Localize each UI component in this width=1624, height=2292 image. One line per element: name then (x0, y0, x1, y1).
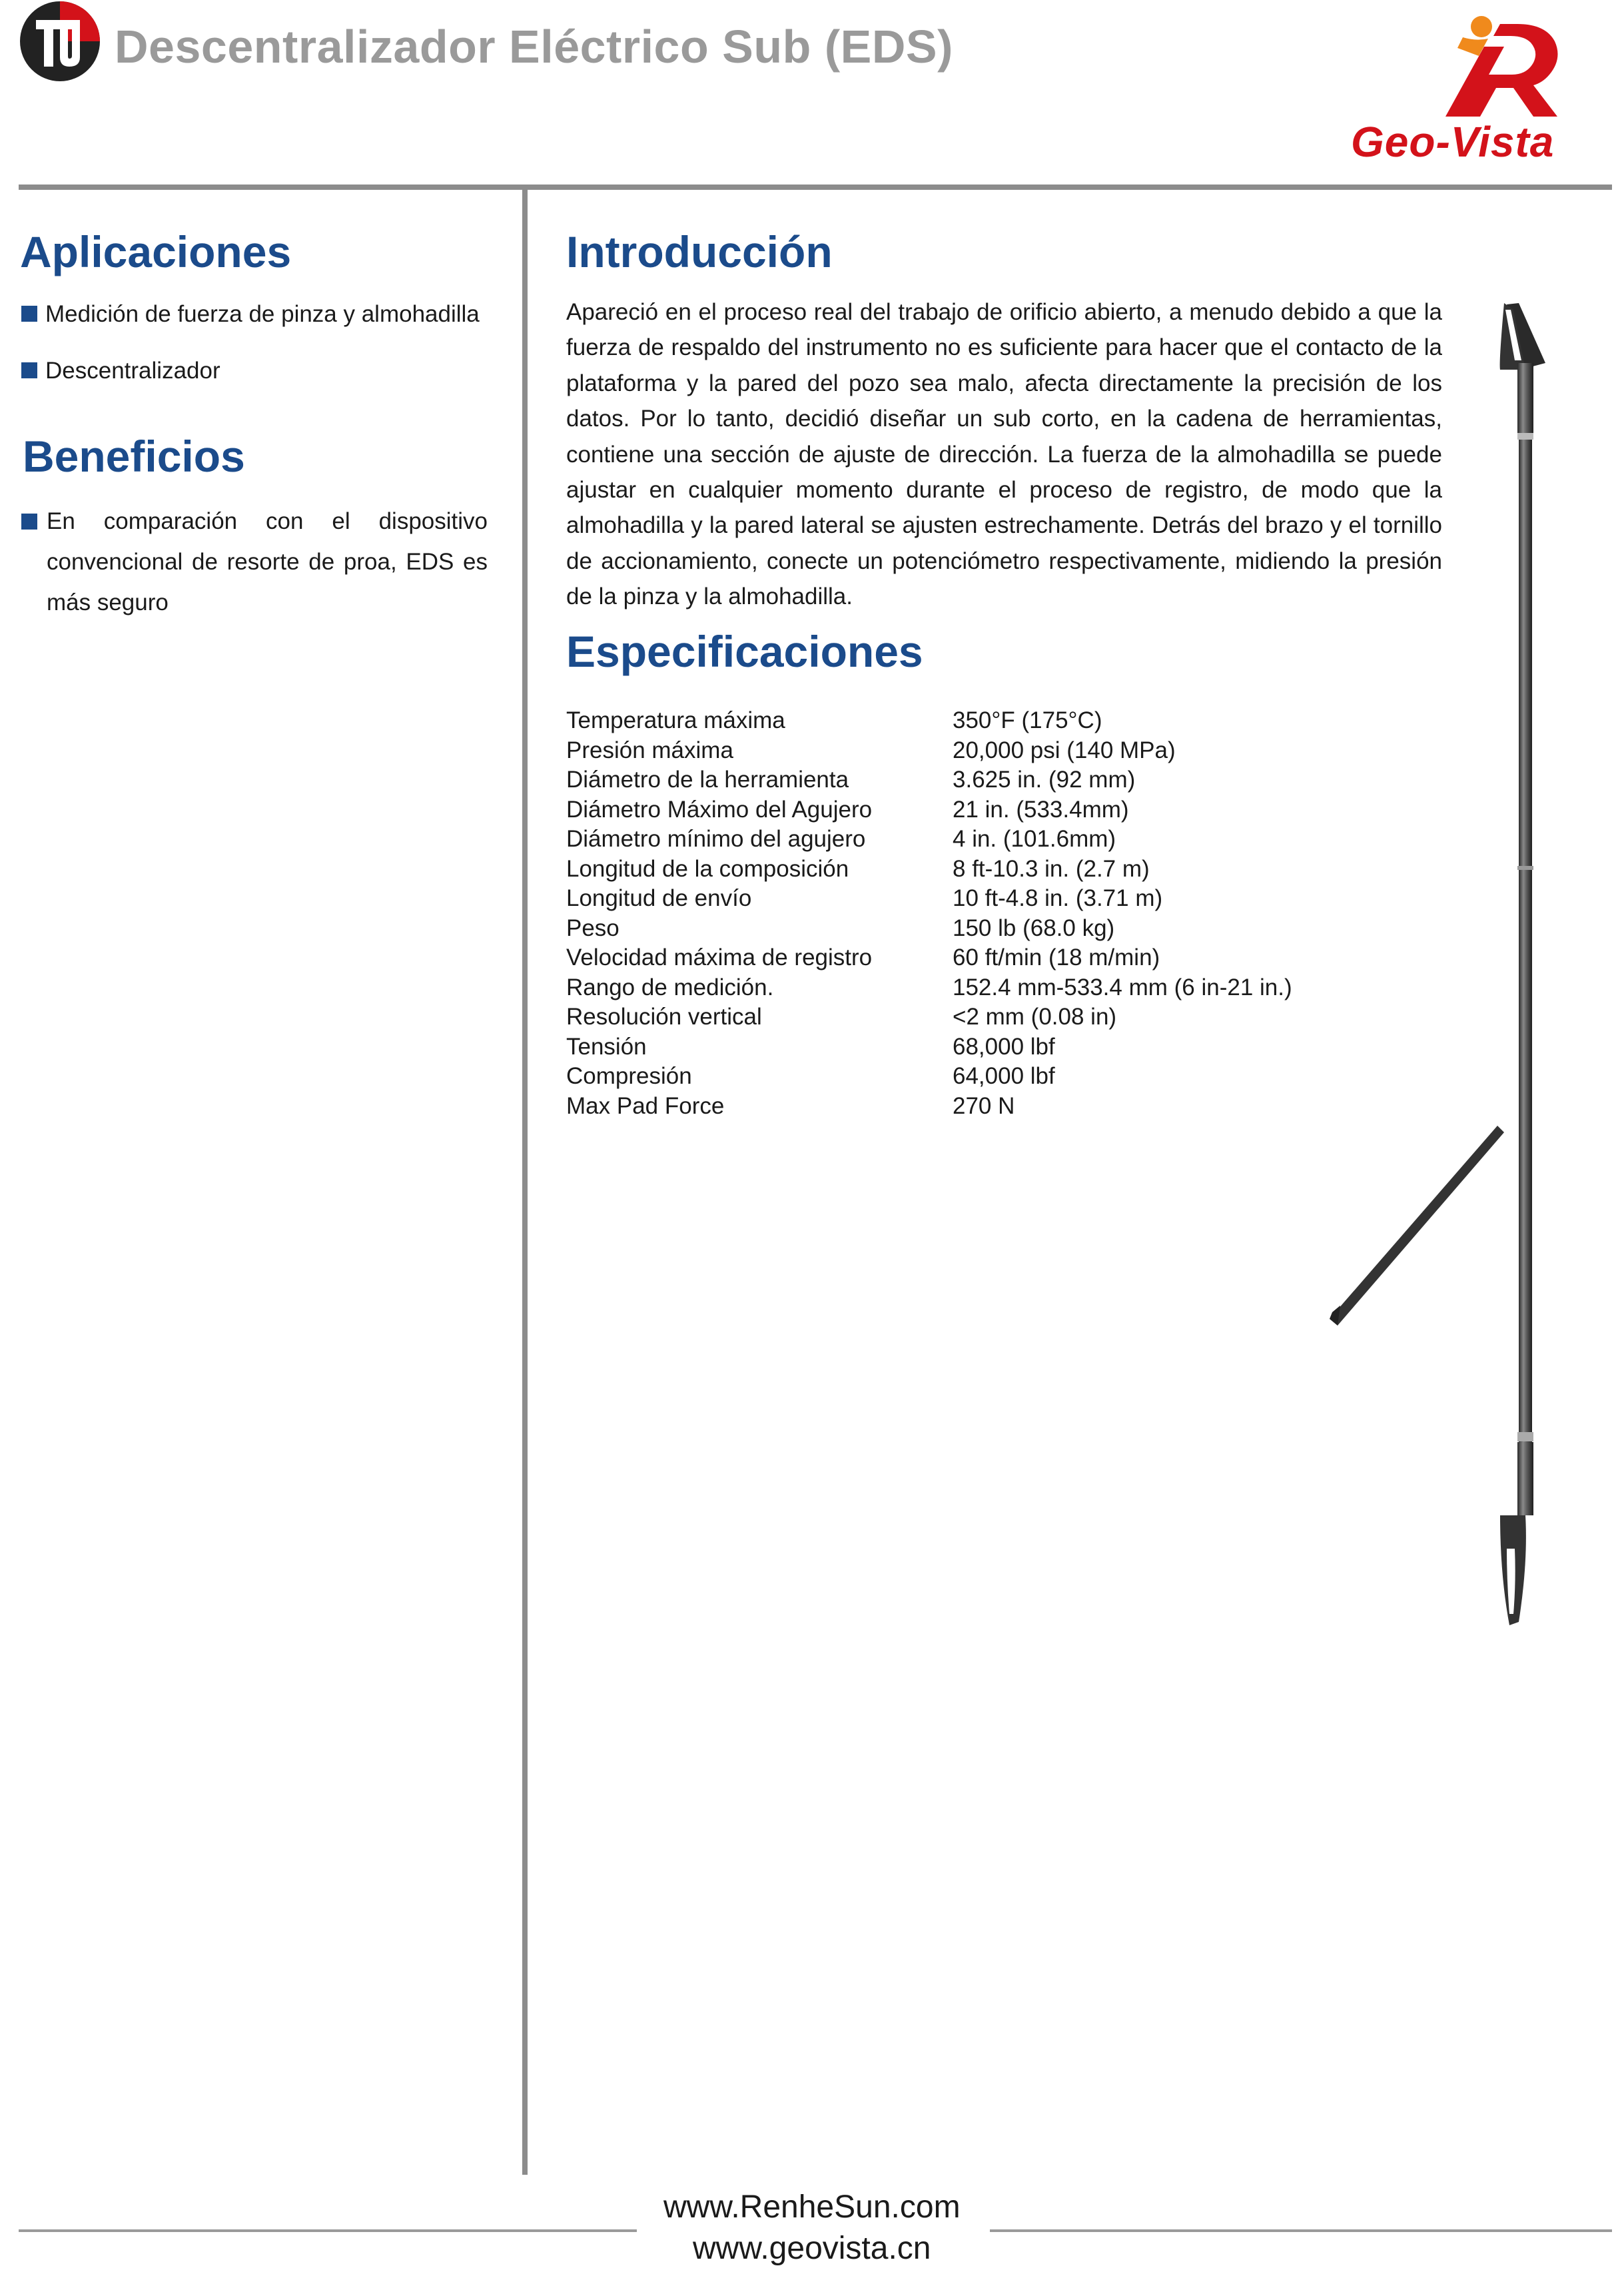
application-item: Descentralizador (21, 358, 220, 384)
spec-row (566, 914, 1292, 944)
spec-row (566, 943, 1292, 973)
spec-row (566, 825, 1292, 855)
spec-name: Longitud de envío (566, 885, 752, 911)
spec-name: Compresión (566, 1063, 692, 1089)
document-title: Descentralizador Eléctrico Sub (EDS) (115, 21, 953, 73)
spec-row (566, 1062, 1292, 1092)
spec-row (566, 1092, 1292, 1122)
spec-name: Longitud de la composición (566, 855, 849, 882)
applications-heading: Aplicaciones (20, 227, 292, 276)
spec-name: Rango de medición. (566, 974, 774, 1000)
spec-row (566, 795, 1292, 825)
spec-row (566, 973, 1292, 1003)
spec-value: 60 ft/min (18 m/min) (953, 945, 1160, 970)
brand-name: Geo-Vista (1351, 118, 1555, 166)
specifications-heading: Especificaciones (566, 627, 923, 676)
header-rule (19, 185, 1612, 190)
column-divider (522, 190, 528, 2175)
spec-name: Diámetro mínimo del agujero (566, 826, 866, 852)
spec-name: Peso (566, 915, 619, 941)
spec-name: Temperatura máxima (566, 707, 785, 733)
spec-name: Diámetro Máximo del Agujero (566, 796, 873, 823)
bullet-square-icon (21, 306, 37, 322)
spec-name: Resolución vertical (566, 1004, 762, 1030)
spec-row (566, 706, 1292, 736)
spec-value: 350°F (175°C) (953, 707, 1102, 733)
specifications-table (566, 706, 1292, 1121)
spec-name: Tensión (566, 1033, 647, 1060)
footer-rule-right (990, 2229, 1612, 2232)
spec-value: 8 ft-10.3 in. (2.7 m) (953, 855, 1150, 882)
footer-link-renhesun[interactable]: www.RenheSun.com (663, 2189, 961, 2225)
spec-value: 10 ft-4.8 in. (3.71 m) (953, 885, 1163, 911)
spec-row (566, 1002, 1292, 1032)
introduction-text: Apareció en el proceso real del trabajo de orificio abierto, a menudo debido a que la fuerza de respaldo del instrumento no es suficiente para hacer que el contacto de la plataforma y la pared del pozo sea malo, afecta directamente la precisión de los datos. Por lo tanto, decidió diseñar un sub corto, en la cadena de herramientas, contiene una sección de ajuste de dirección. La fuerza de la almohadilla se puede ajustar en cualquier momento durante el proceso de registro, de modo que la almohadilla y la pared lateral se ajusten estrechamente. Detrás del brazo y el tornillo de accionamiento, conecte un potenciómetro respectivamente, midiendo la presión de la pinza y la almohadilla. (566, 299, 1442, 610)
benefit-item: En comparación con el dispositivo convencional de resorte de proa, EDS es más seguro (21, 501, 488, 623)
spec-row (566, 884, 1292, 914)
footer-link-geovista[interactable]: www.geovista.cn (693, 2231, 931, 2266)
footer-rule-left (19, 2229, 637, 2232)
benefits-heading: Beneficios (23, 432, 245, 481)
bullet-square-icon (21, 514, 37, 530)
spec-value: 4 in. (101.6mm) (953, 826, 1116, 852)
spec-value: 150 lb (68.0 kg) (953, 915, 1115, 941)
renhesun-logo (19, 0, 102, 83)
application-item: Medición de fuerza de pinza y almohadilla (21, 301, 480, 328)
spec-value: 64,000 lbf (953, 1063, 1055, 1089)
spec-value: 21 in. (533.4mm) (953, 796, 1129, 823)
bullet-square-icon (21, 362, 37, 378)
spec-row (566, 765, 1292, 795)
spec-name: Diámetro de la herramienta (566, 767, 849, 793)
eds-tool-image (1326, 296, 1545, 1639)
introduction-heading: Introducción (566, 227, 833, 276)
spec-value: <2 mm (0.08 in) (953, 1004, 1117, 1030)
spec-name: Velocidad máxima de registro (566, 945, 873, 970)
spec-name: Presión máxima (566, 737, 733, 763)
spec-row (566, 1032, 1292, 1062)
spec-value: 20,000 psi (140 MPa) (953, 737, 1176, 763)
spec-row (566, 736, 1292, 766)
spec-name: Max Pad Force (566, 1092, 725, 1119)
spec-value: 152.4 mm-533.4 mm (6 in-21 in.) (953, 974, 1292, 1000)
spec-value: 270 N (953, 1092, 1015, 1119)
spec-value: 68,000 lbf (953, 1033, 1055, 1060)
spec-row (566, 855, 1292, 885)
spec-value: 3.625 in. (92 mm) (953, 767, 1136, 793)
